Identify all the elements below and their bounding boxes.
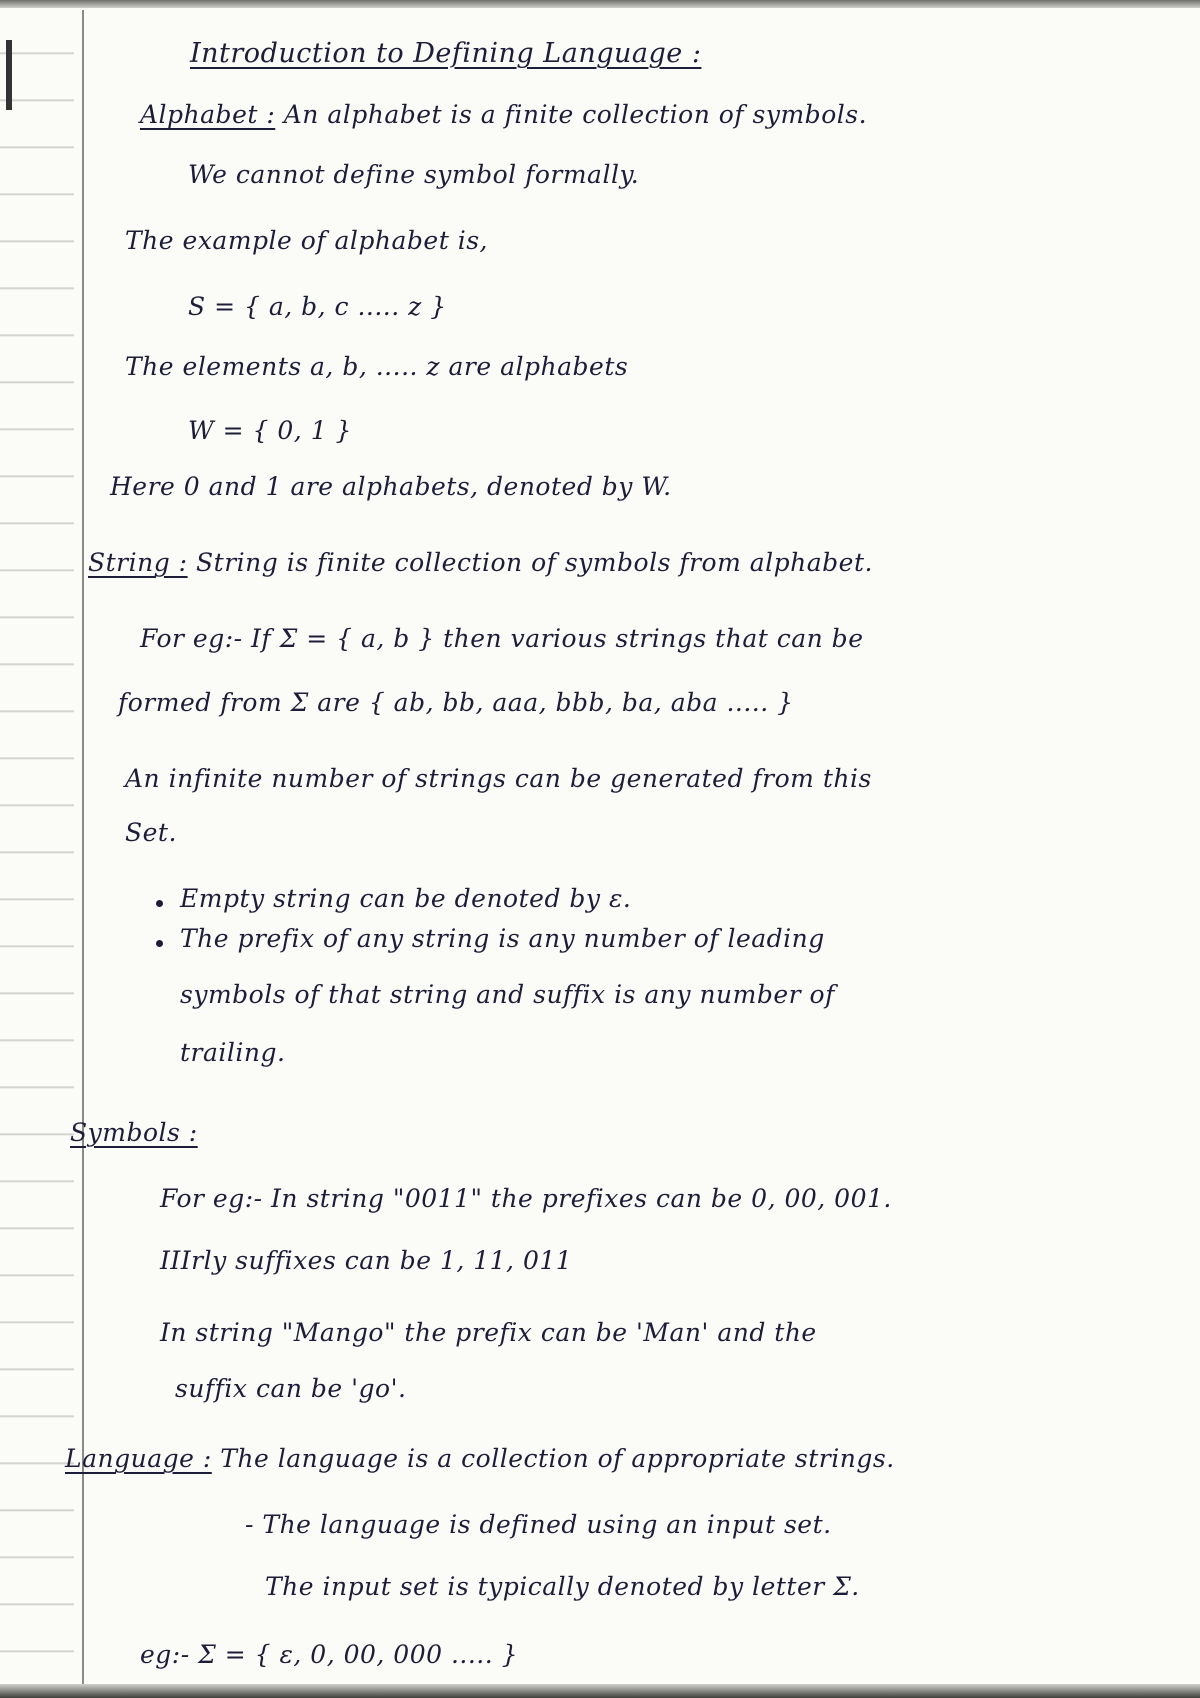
page-bottom-edge xyxy=(0,1684,1200,1698)
string-bullet-empty: Empty string can be denoted by ε. xyxy=(180,884,632,913)
page-title: Introduction to Defining Language : xyxy=(190,38,702,69)
symbols-line: IIIrly suffixes can be 1, 11, 011 xyxy=(160,1246,573,1275)
page-top-edge xyxy=(0,0,1200,8)
alphabet-line: The example of alphabet is, xyxy=(125,226,488,255)
alphabet-line: We cannot define symbol formally. xyxy=(188,160,640,189)
language-line: The input set is typically denoted by letter Σ. xyxy=(265,1572,860,1601)
string-bullet-prefix: The prefix of any string is any number of leading xyxy=(180,924,825,953)
bullet-dot xyxy=(156,900,163,907)
string-heading: String : xyxy=(88,548,188,577)
alphabet-definition: An alphabet is a finite collection of symbols. xyxy=(283,100,868,129)
string-definition: String is finite collection of symbols from alphabet. xyxy=(196,548,873,577)
string-section xyxy=(88,548,873,577)
string-line: Set. xyxy=(125,818,177,847)
language-example: eg:- Σ = { ε, 0, 00, 000 ..... } xyxy=(140,1640,519,1669)
alphabet-line: Here 0 and 1 are alphabets, denoted by W. xyxy=(110,472,672,501)
language-line: - The language is defined using an input set. xyxy=(245,1510,832,1539)
notebook-spine xyxy=(0,8,74,1684)
string-line: formed from Σ are { ab, bb, aaa, bbb, ba, aba ..... } xyxy=(118,688,794,717)
language-heading: Language : xyxy=(65,1444,212,1473)
alphabet-set-s: S = { a, b, c ..... z } xyxy=(188,292,447,321)
margin-line xyxy=(82,10,84,1684)
symbols-line: suffix can be 'go'. xyxy=(175,1374,407,1403)
string-line: An infinite number of strings can be generated from this xyxy=(125,764,872,793)
symbols-line: In string "Mango" the prefix can be 'Man' and the xyxy=(160,1318,817,1347)
bullet-dot xyxy=(156,940,163,947)
symbols-line: For eg:- In string "0011" the prefixes can be 0, 00, 001. xyxy=(160,1184,892,1213)
language-definition: The language is a collection of appropriate strings. xyxy=(220,1444,895,1473)
string-bullet-prefix: symbols of that string and suffix is any number of xyxy=(180,980,835,1009)
language-section xyxy=(65,1444,895,1473)
spine-mark xyxy=(6,40,12,110)
symbols-heading: Symbols : xyxy=(70,1118,198,1147)
string-line: For eg:- If Σ = { a, b } then various strings that can be xyxy=(140,624,864,653)
string-bullet-prefix: trailing. xyxy=(180,1038,286,1067)
alphabet-heading: Alphabet : xyxy=(140,100,276,129)
alphabet-section xyxy=(140,100,867,129)
alphabet-set-w: W = { 0, 1 } xyxy=(188,416,352,445)
alphabet-line: The elements a, b, ..... z are alphabets xyxy=(125,352,629,381)
